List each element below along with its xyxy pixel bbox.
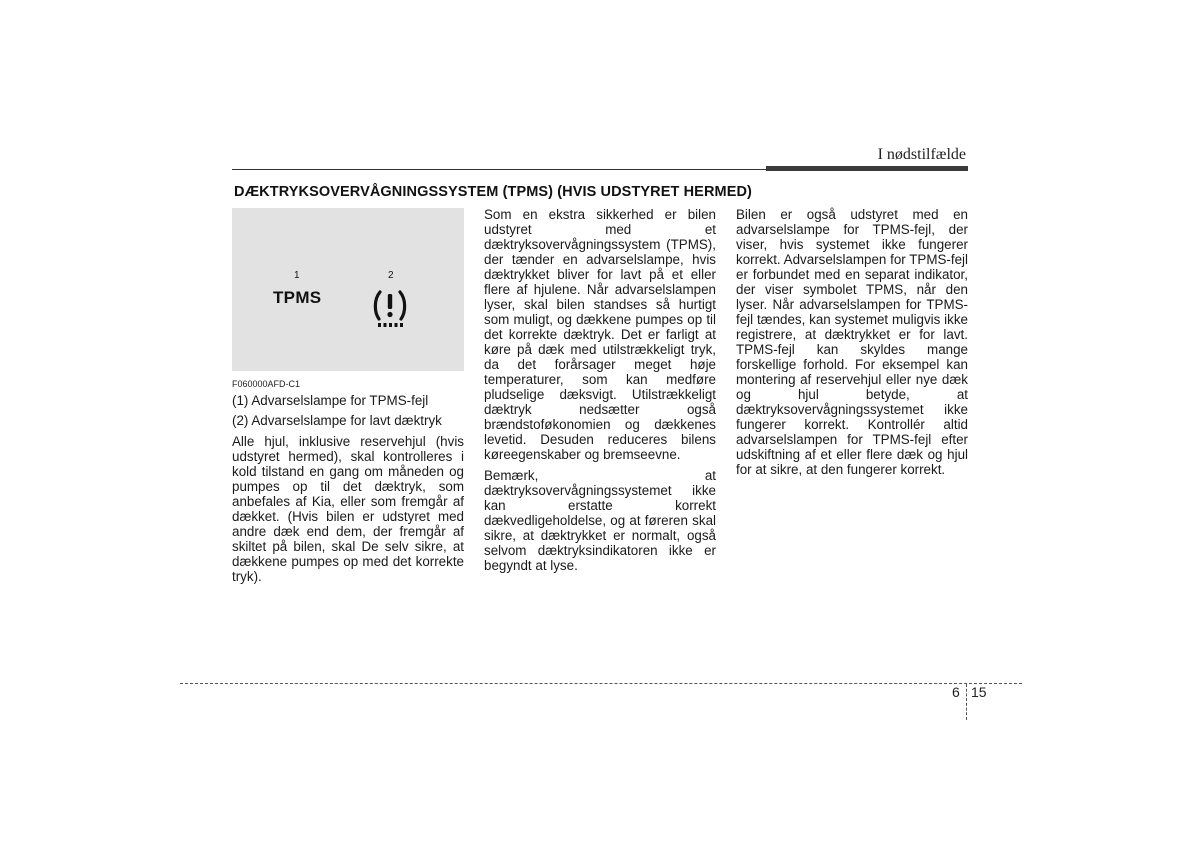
chapter-number: 6	[952, 684, 960, 700]
text-column-1	[232, 434, 464, 590]
figure-legend-item: (1) Advarselslampe for TPMS-fejl	[232, 393, 429, 408]
paragraph: Som en ekstra sikkerhed er bilen udstyret med et dæktryksovervågningssystem (TPMS), der tænder en advarselslampe, hvis dæktrykket bliver for lavt på et eller flere af hjulene. Når advarselslampen lyser, skal bilen standses så hurtigt som muligt, og dækkene pumpes op til det korrekte dæktryk. Det er farligt at køre på dæk med utilstrækkeligt tryk, da det forårsager meget høje temperaturer, som kan medføre pludselige dæksvigt. Utilstrækkeligt dæktryk nedsætter også brændstoføkonomien og dækkenes levetid. Desuden reduceres bilens køreegenskaber og bremseevne.	[484, 207, 716, 462]
paragraph: Alle hjul, inklusive reservehjul (hvis udstyret hermed), skal kontrolleres i kold tilstand en gang om måneden og pumpes op til det dæktryk, som anbefales af Kia, eller som fremgår af dækket. (Hvis bilen er udstyret med andre dæk end dem, der fremgår af skiltet på bilen, skal De selv sikre, at dækkene pumpes op med det korrekte tryk).	[232, 434, 464, 584]
section-title: I nødstilfælde	[877, 146, 966, 163]
figure-legend-item: (2) Advarselslampe for lavt dæktryk	[232, 413, 442, 428]
figure-code: F060000AFD-C1	[232, 379, 301, 389]
footer-rule	[180, 683, 1022, 684]
header-rule-accent	[766, 166, 968, 171]
paragraph: Bemærk, at dæktryksovervågningssystemet ikke kan erstatte korrekt dækvedligeholdelse, og at føreren skal sikre, at dæktrykket er normalt, også selvom dæktryksindikatoren ikke er begyndt at lyse.	[484, 468, 716, 573]
text-column-3	[736, 207, 968, 483]
figure-marker-2: 2	[388, 270, 394, 281]
paragraph: Bilen er også udstyret med en advarselslampe for TPMS-fejl, der viser, hvis systemet ikke fungerer korrekt. Advarselslampen for TPMS-fejl er forbundet med en separat indikator, der viser symbolet TPMS, når den lyser. Når advarselslampen for TPMS-fejl tændes, kan systemet muligvis ikke registrere, at dæktrykket er for lavt. TPMS-fejl kan skyldes mange forskellige forhold. For eksempel kan montering af reservehjul eller nye dæk og hjul betyde, at dæktryksovervågningssystemet ikke fungerer korrekt. Kontrollér altid advarselslampen for TPMS-fejl efter udskiftning af et eller flere dæk og hjul for at sikre, at den fungerer korrekt.	[736, 207, 968, 477]
figure-marker-1: 1	[294, 270, 300, 281]
page-heading: DÆKTRYKSOVERVÅGNINGSSYSTEM (TPMS) (HVIS UDSTYRET HERMED)	[234, 184, 752, 200]
tpms-fault-indicator: TPMS	[273, 288, 322, 307]
tire-pressure-warning-icon	[371, 288, 409, 328]
tpms-figure	[232, 208, 464, 371]
footer-divider	[966, 684, 967, 720]
text-column-2	[484, 207, 716, 579]
page-number: 15	[971, 684, 987, 700]
